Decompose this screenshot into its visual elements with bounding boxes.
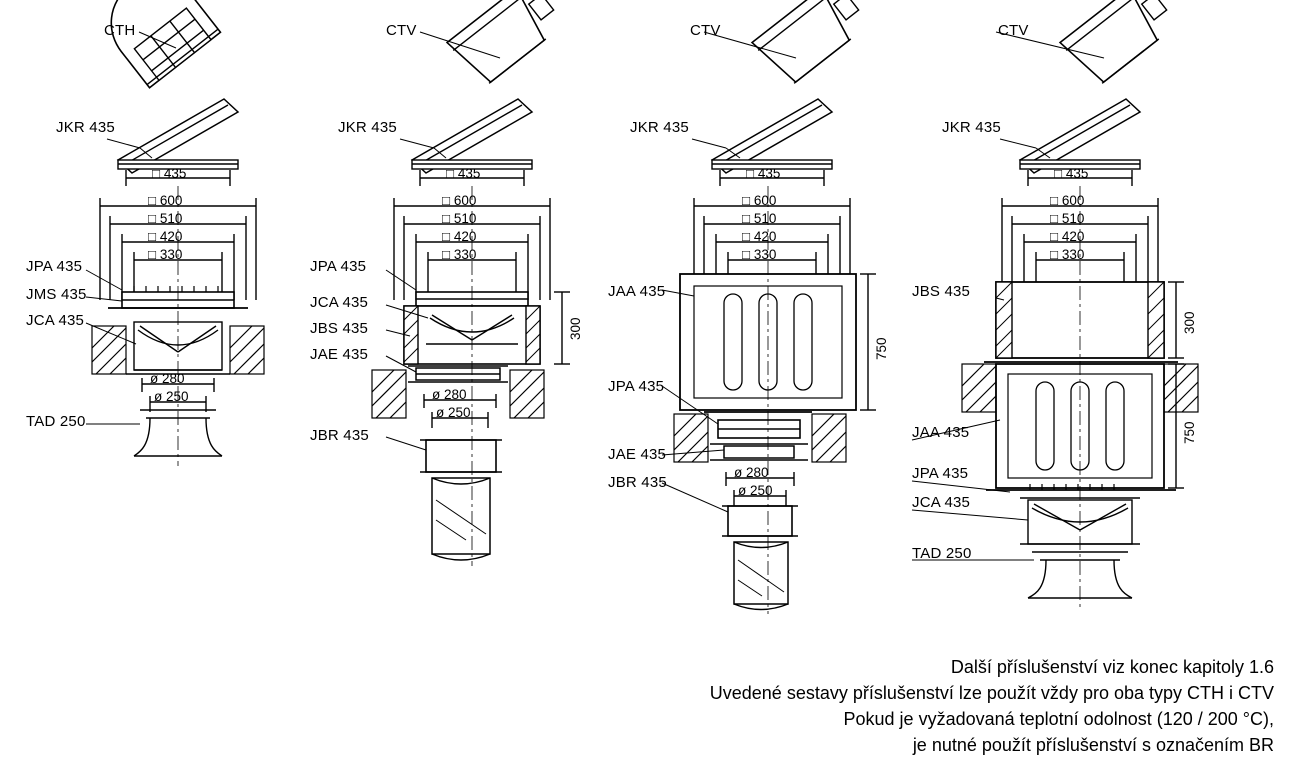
assembly-1-dim-330: □ 330 [148,247,183,262]
assembly-2-label-jkr: JKR 435 [338,119,397,136]
assembly-1-dim-250: ø 250 [154,389,189,404]
assembly-1-dim-420: □ 420 [148,229,183,244]
assembly-3-dim-600: □ 600 [742,193,777,208]
assembly-2-dim-600: □ 600 [442,193,477,208]
assembly-4-label-jpa: JPA 435 [912,465,969,482]
assembly-3-label-jpa: JPA 435 [608,378,665,395]
assembly-2-dim-420: □ 420 [442,229,477,244]
assembly-1-dim-280: ø 280 [150,371,185,386]
assembly-3-dim-510: □ 510 [742,211,777,226]
assembly-column-1 [0,0,330,640]
assembly-1-dim-435: □ 435 [152,166,187,181]
assembly-4-label-jbs: JBS 435 [912,283,971,300]
note-line-4: je nutné použít příslušenství s označením BR [912,735,1274,755]
assembly-2-label-jbr: JBR 435 [310,427,369,444]
assembly-1-label-jkr: JKR 435 [56,119,115,136]
assembly-3-dim-250: ø 250 [738,483,773,498]
assembly-2-dim-280: ø 280 [432,387,467,402]
assembly-3-label-jkr: JKR 435 [630,119,689,136]
assembly-3-label-jbr: JBR 435 [608,474,667,491]
assembly-1-label-jms: JMS 435 [26,286,87,303]
assembly-2-fan-label: CTV [386,22,417,39]
assembly-3-label-jae: JAE 435 [608,446,667,463]
assembly-2-vdim-300: 300 [568,317,583,340]
assembly-column-3 [600,0,940,640]
assembly-3-dim-280: ø 280 [734,465,769,480]
assembly-4-dim-510: □ 510 [1050,211,1085,226]
assembly-2-dim-250: ø 250 [436,405,471,420]
assembly-3-label-jaa: JAA 435 [608,283,666,300]
assembly-1-fan-label: CTH [104,22,136,39]
assembly-1-dim-600: □ 600 [148,193,183,208]
assembly-3-dim-420: □ 420 [742,229,777,244]
assembly-2-dim-510: □ 510 [442,211,477,226]
assembly-4-label-jca: JCA 435 [912,494,971,511]
assembly-4-label-jkr: JKR 435 [942,119,1001,136]
assembly-2-label-jca: JCA 435 [310,294,369,311]
assembly-4-dim-420: □ 420 [1050,229,1085,244]
note-line-2: Uvedené sestavy příslušenství lze použít vždy pro oba typy CTH i CTV [709,683,1274,703]
assembly-4-dim-600: □ 600 [1050,193,1085,208]
assembly-2-label-jae: JAE 435 [310,346,369,363]
assembly-4-label-jaa: JAA 435 [912,424,970,441]
note-line-3: Pokud je vyžadovaná teplotní odolnost (120 / 200 °C), [843,709,1274,729]
assembly-2-label-jbs: JBS 435 [310,320,369,337]
assembly-4-fan-label: CTV [998,22,1029,39]
assembly-4-vdim-750: 750 [1182,421,1197,444]
assembly-3-dim-435: □ 435 [746,166,781,181]
assembly-3-vdim-750: 750 [874,337,889,360]
assembly-3-fan-label: CTV [690,22,721,39]
assembly-3-graphics [600,0,940,640]
assembly-3-dim-330: □ 330 [742,247,777,262]
assembly-4-dim-330: □ 330 [1050,247,1085,262]
assembly-2-dim-330: □ 330 [442,247,477,262]
assembly-2-label-jpa: JPA 435 [310,258,367,275]
assembly-1-label-jca: JCA 435 [26,312,85,329]
assembly-column-2 [300,0,630,640]
assembly-4-vdim-300: 300 [1182,311,1197,334]
assembly-1-label-tad: TAD 250 [26,413,86,430]
assembly-1-dim-510: □ 510 [148,211,183,226]
assembly-4-graphics [900,0,1292,640]
assembly-column-4 [900,0,1292,640]
note-line-1: Další příslušenství viz konec kapitoly 1.6 [950,657,1274,677]
assembly-1-label-jpa: JPA 435 [26,258,83,275]
assembly-4-label-tad: TAD 250 [912,545,972,562]
assembly-4-dim-435: □ 435 [1054,166,1089,181]
assembly-2-dim-435: □ 435 [446,166,481,181]
